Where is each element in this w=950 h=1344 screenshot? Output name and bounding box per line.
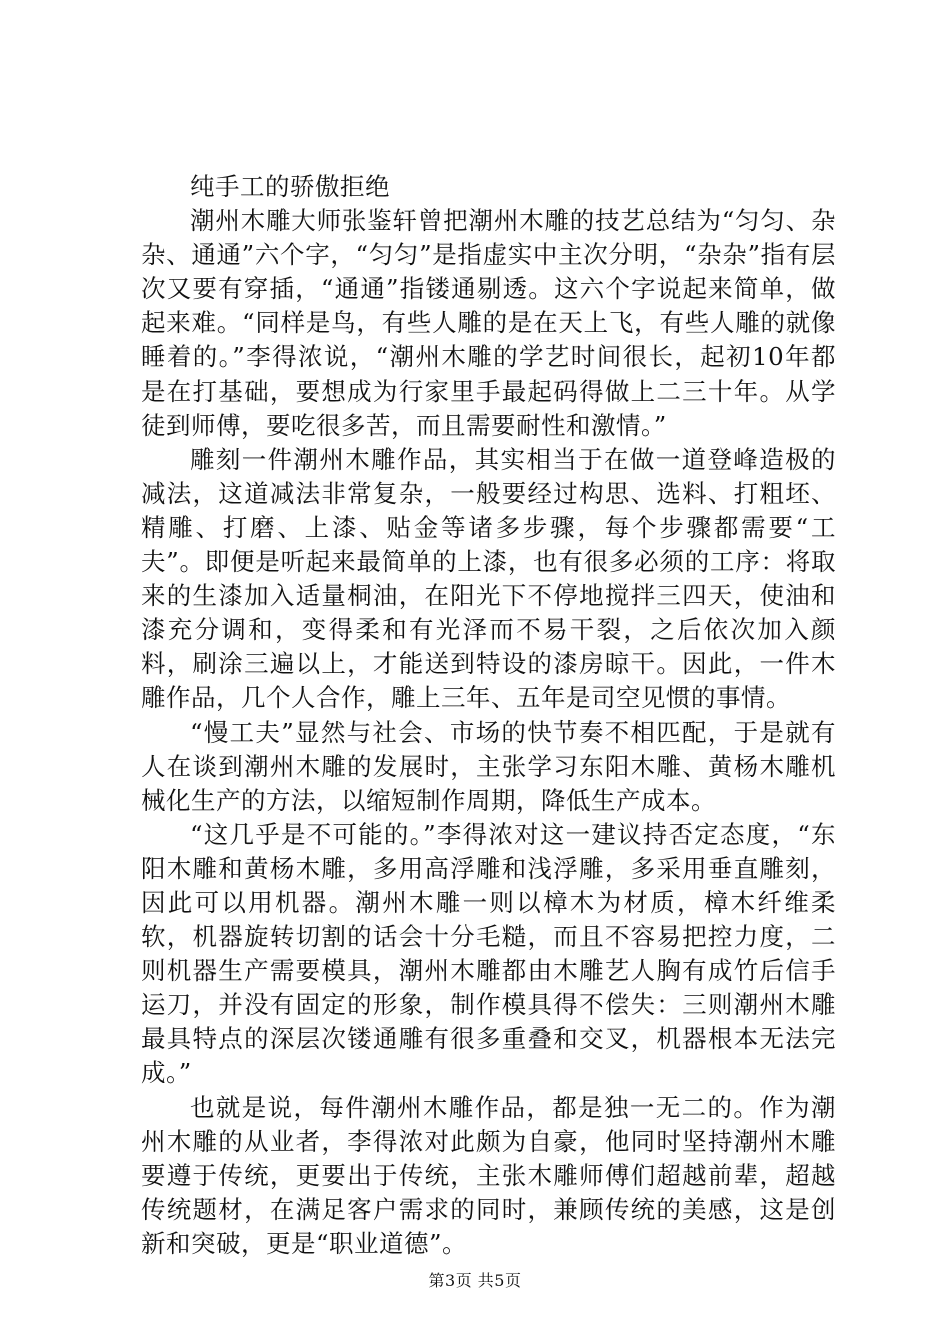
section-heading: 纯手工的骄傲拒绝 [190, 172, 390, 201]
article-body [141, 170, 836, 1261]
page-number-footer: 第3页 共5页 [428, 1271, 522, 1290]
paragraph: 也就是说，每件潮州木雕作品，都是独一无二的。作为潮州木雕的从业者，李得浓对此颇为自豪，他同时坚持潮州木雕要遵于传统，更要出于传统，主张木雕师傅们超越前辈，超越传统题材，在满足客户需求的同时，兼顾传统的美感，这是创新和突破，更是“职业道德”。 [141, 1092, 836, 1258]
paragraph: “慢工夫”显然与社会、市场的快节奏不相匹配，于是就有人在谈到潮州木雕的发展时，主张学习东阳木雕、黄杨木雕机械化生产的方法，以缩短制作周期，降低生产成本。 [141, 717, 836, 815]
paragraph: 潮州木雕大师张鉴轩曾把潮州木雕的技艺总结为“匀匀、杂杂、通通”六个字，“匀匀”是指虚实中主次分明，“杂杂”指有层次又要有穿插，“通通”指镂通剔透。这六个字说起来简单，做起来难。“同样是鸟，有些人雕的是在天上飞，有些人雕的就像睡着的。”李得浓说，“潮州木雕的学艺时间很长，起初10年都是在打基础，要想成为行家里手最起码得做上二三十年。从学徒到师傅，要吃很多苦，而且需要耐性和激情。” [141, 206, 836, 440]
paragraph: “这几乎是不可能的。”李得浓对这一建议持否定态度，“东阳木雕和黄杨木雕，多用高浮雕和浅浮雕，多采用垂直雕刻，因此可以用机器。潮州木雕一则以樟木为材质，樟木纤维柔软，机器旋转切割的话会十分毛糙，而且不容易把控力度，二则机器生产需要模具，潮州木雕都由木雕艺人胸有成竹后信手运刀，并没有固定的形象，制作模具得不偿失：三则潮州木雕最具特点的深层次镂通雕有很多重叠和交叉，机器根本无法完成。” [141, 819, 836, 1088]
paragraph: 雕刻一件潮州木雕作品，其实相当于在做一道登峰造极的减法，这道减法非常复杂，一般要经过构思、选料、打粗坯、精雕、打磨、上漆、贴金等诸多步骤，每个步骤都需要“工夫”。即便是听起来最简单的上漆，也有很多必须的工序：将取来的生漆加入适量桐油，在阳光下不停地搅拌三四天，使油和漆充分调和，变得柔和有光泽而不易干裂，之后依次加入颜料，刷涂三遍以上，才能送到特设的漆房晾干。因此，一件木雕作品，几个人合作，雕上三年、五年是司空见惯的事情。 [141, 444, 836, 713]
